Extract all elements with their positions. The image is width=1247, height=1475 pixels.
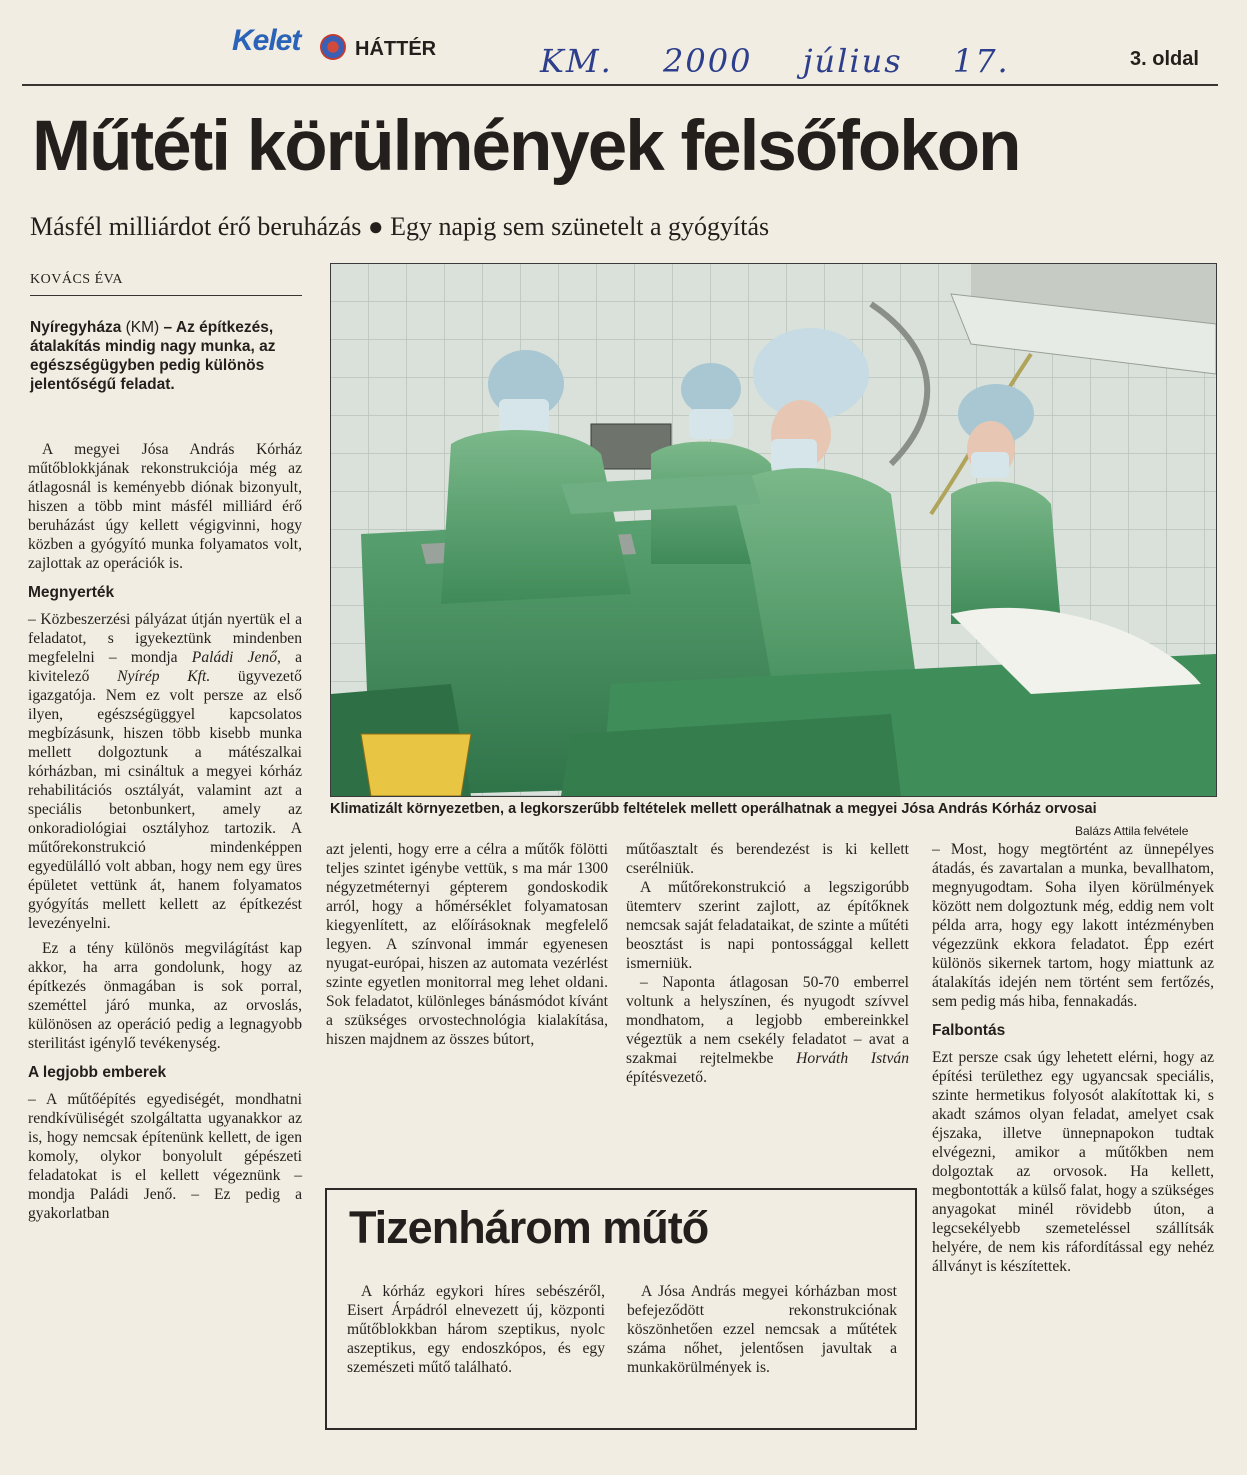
column-4 [932, 840, 1214, 1276]
deck: Másfél milliárdot érő beruházás ● Egy napig sem szünetelt a gyógyítás [30, 212, 770, 241]
operating-room-image [331, 264, 1216, 796]
lead-place: Nyíregyháza [30, 319, 122, 336]
name-horvath-istvan: Horváth István [796, 1050, 909, 1067]
col1-paragraph-1: A megyei Jósa András Kórház műtőblokkjának rekonstrukciója még az átlagosnál is keményebb diónak bizonyult, hiszen a több mint másfél milliárd érő beruházást úgy kellett végigvinni, hogy közben a gyógyító munka folyamatos volt, zajlottak az operációk is. [28, 441, 302, 572]
col1-paragraph-3: Ez a tény különös megvilágítást kap akkor, ha arra gondolunk, hogy az építkezés önmagában is sok porral, szeméttel járó munka, az orvoslás, különösen az operáció pedig a legnagyobb sterilitást igénylő tevékenység. [28, 940, 302, 1052]
brand-logo: Kelet [232, 24, 301, 57]
company-nyirep: Nyírép Kft. [117, 668, 211, 685]
sidebar-box [325, 1188, 917, 1430]
name-paladi-jeno: Paládi Jenő [191, 649, 277, 666]
col1-paragraph-2: – Közbeszerzési pályázat útján nyertük el a feladatot, s igyekeztünk mindenben megfelelni – mondja Paládi Jenő, a kivitelező Nyírép Kft. ügyvezető igazgatója. Nem ez volt persze az első ilyen, egészségüggyel kapcsolatos megbízásunk, hiszen több kisebb munka mellett dolgoztunk a mátészalkai kórházban, mi csináltuk a megyei kórház rehabilitációs osztályát, valamint azt a speciális betonbunkert, amely az onkoradiológiai osztályhoz tartozik. A műtőrekonstrukció mindenképpen egyedülálló volt abban, hogy nem egy üres épületet vettünk át, hanem folyamatos gyógyítás mellett kellett az építkezést levezényelni. [28, 611, 302, 932]
handwritten-date: KM. 2000 július 17. [540, 42, 1010, 80]
page-label: 3. oldal [1130, 48, 1199, 70]
brand-emblem-icon [320, 34, 346, 60]
byline: KOVÁCS ÉVA [30, 272, 124, 287]
col3-paragraph-3: – Naponta átlagosan 50-70 emberrel voltunk a helyszínen, és nyugodt szívvel mondhatom, a legjobb embereinkkel végeztük a nem csekély feladatot – avat a szakmai rejtelmekbe Horváth István építésvezető. [626, 974, 909, 1086]
col2-paragraph-1: azt jelenti, hogy erre a célra a műtők fölötti teljes szintet igénybe vettük, s ma már 1300 négyzetméternyi gépterem gondoskodik arról, hogy a hőmérséklet folyamatosan kiegyenlített, az előírásoknak megfelelő legyen. A színvonal immár egyenesen nyugat-európai, hiszen az automata vezérlést szinte egyetlen monitorral meg lehet oldani. Sok feladatot, különleges bánásmódot kívánt a szükséges orvostechnológia kialakítása, hiszen majdnem az összes bútort, [326, 841, 608, 1048]
column-3 [626, 840, 909, 1087]
surgery-photo [330, 263, 1217, 797]
col4-paragraph-1: – Most, hogy megtörtént az ünnepélyes átadás, és zavartalan a munka, bevallhatom, megnyugodtam. Soha ilyen körülmények között nem dolgoztunk még, eddig nem volt példa arra, hogy egy lakott intézményben végezzünk ekkora feladatot. Épp ezért különös sikernek tartom, hogy miattunk az átalakítás idején nem történt sem fertőzés, sem pedig más hiba, fennakadás. [932, 841, 1214, 1010]
col3-paragraph-1: műtőasztalt és berendezést is ki kellett cserélniük. [626, 841, 909, 877]
col1-paragraph-4: – A műtőépítés egyediségét, mondhatni rendkívüliségét szolgáltatta ugyanakkor az is, hogy nemcsak építenünk kellett, de igen komoly, olykor bonyolult gépészeti feladatokat is el kellett végeznünk – mondja Paládi Jenő. – Ez pedig a gyakorlatban [28, 1091, 302, 1222]
lead-text: – Az építkezés, átalakítás mindig nagy munka, az egészségügyben pedig különös jelentőségű feladat. [30, 319, 276, 393]
subhead-falbontas: Falbontás [932, 1022, 1006, 1039]
box-right-text: A Jósa András megyei kórházban most befejeződött rekonstrukciónak köszönhetően ezzel nemcsak a műtétek száma nőhet, jelentősen javultak a munkakörülmények is. [627, 1283, 897, 1376]
column-2 [326, 840, 608, 1049]
photo-caption: Klimatizált környezetben, a legkorszerűbb feltételek mellett operálhatnak a megyei Jósa András Kórház orvosai [330, 801, 1097, 817]
col3-paragraph-2: A műtőrekonstrukció a legszigorúbb ütemterv szerint zajlott, az építőknek nemcsak saját feladataikat, de szinte a műtéti beosztást is napi pontossággal kellett ismerniük. [626, 879, 909, 972]
box-title: Tizenhárom műtő [349, 1202, 709, 1253]
col4-paragraph-2: Ezt persze csak úgy lehetett elérni, hogy az építési területhez egy ugyancsak speciális, szinte hermetikus folyosót alakítottak ki, s akadt számos olyan feladat, amelyet csak éjszaka, illetve ünnepnapokon tudtak elvégezni, amikor a műtőkben nem dolgoztak az orvosok. Ha kellett, megbontották a külső falat, hogy a szükséges anyagokat minél rövidebb úton, a legcsekélyebb szemeteléssel szállítsák helyére, de nem kis ráfordítással egy nehéz állványt is készítettek. [932, 1049, 1214, 1275]
byline-rule [30, 295, 302, 296]
masthead-rule [22, 84, 1218, 86]
section-label: HÁTTÉR [355, 38, 437, 60]
column-1 [28, 440, 302, 1223]
lead-paragraph [30, 318, 300, 394]
subhead-megnyertek: Megnyerték [28, 584, 115, 601]
box-left-text: A kórház egykori híres sebészéről, Eisert Árpádról elnevezett új, központi műtőblokkban három szeptikus, nyolc aszeptikus, egy endoszkópos, és egy szemészeti műtő található. [347, 1283, 605, 1376]
headline: Műtéti körülmények felsőfokon [32, 107, 1020, 186]
lead-source: (KM) [125, 319, 160, 336]
subhead-legjobb-emberek: A legjobb emberek [28, 1064, 167, 1081]
photo-credit: Balázs Attila felvétele [1075, 824, 1189, 838]
